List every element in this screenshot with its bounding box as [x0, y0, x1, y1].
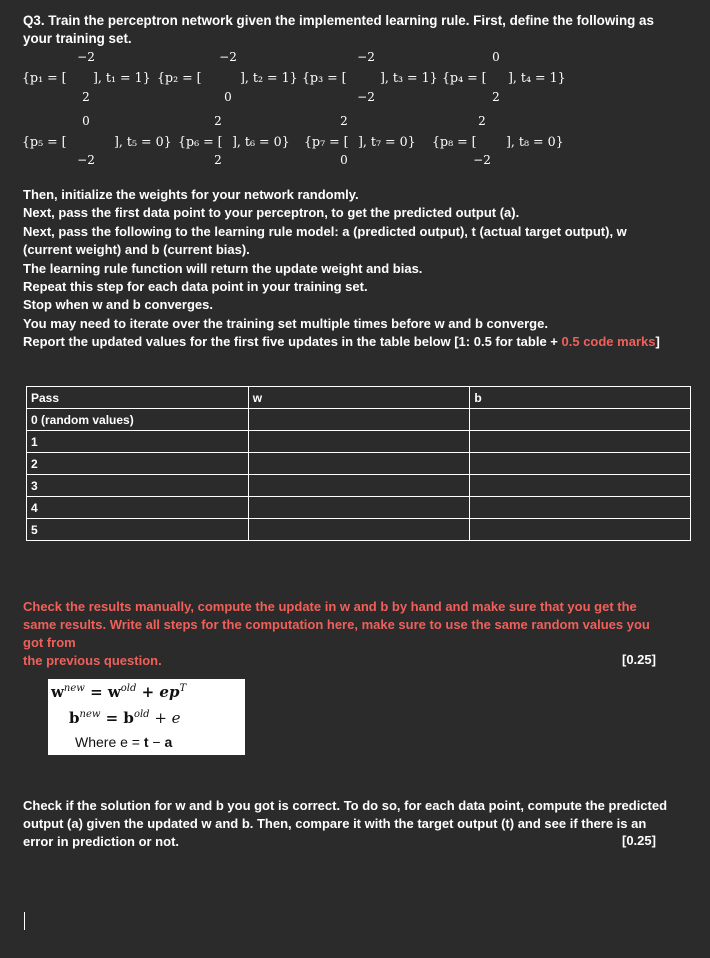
update-rule-formula	[48, 679, 245, 755]
pass-cell: 5	[27, 519, 249, 541]
p6-bottom: 2	[214, 153, 222, 167]
error-definition	[75, 734, 172, 750]
b-old-sup: old	[133, 709, 150, 720]
question-title	[23, 12, 683, 48]
where-t: t	[143, 734, 149, 750]
where-text: Where e =	[75, 734, 144, 750]
instruction-line: Then, initialize the weights for your network randomly.	[23, 187, 359, 202]
b-cell[interactable]	[470, 431, 691, 453]
p2-top: −2	[219, 50, 237, 64]
instruction-line: Next, pass the first data point to your perceptron, to get the predicted output (a).	[23, 205, 520, 221]
w-old-sup: old	[120, 683, 137, 694]
instruction-line: Repeat this step for each data point in your training set.	[23, 279, 368, 295]
header-w: w	[248, 387, 470, 409]
w-T-sup: T	[179, 683, 187, 694]
manual-check-line2: same results. Write all steps for the computation here, make sure to use the same random values you	[23, 617, 650, 632]
w-cell[interactable]	[248, 475, 470, 497]
w-cell[interactable]	[248, 497, 470, 519]
pass-cell: 4	[27, 497, 249, 519]
header-b: b	[470, 387, 691, 409]
p1-top: −2	[77, 50, 95, 64]
p3-bottom: −2	[357, 90, 375, 104]
instruction-line: You may need to iterate over the training set multiple times before w and b converge.	[23, 315, 548, 331]
p4-target: ], t₄ = 1}	[508, 70, 566, 85]
table-row	[27, 519, 691, 541]
instruction-line: Next, pass the following to the learning rule model: a (predicted output), t (actual target output), w	[23, 223, 627, 239]
weight-update-equation	[51, 683, 186, 701]
b-cell[interactable]	[470, 475, 691, 497]
p8-bottom: −2	[473, 153, 491, 167]
p3-target: ], t₃ = 1}	[380, 70, 438, 85]
b-new-sup: new	[79, 709, 101, 720]
manual-check-line3: got from	[23, 635, 76, 650]
p5-target: ], t₅ = 0}	[114, 134, 172, 149]
w-cell[interactable]	[248, 453, 470, 475]
p1-target: ], t₁ = 1}	[93, 70, 151, 85]
table-header-row	[27, 387, 691, 409]
p6-top: 2	[214, 114, 222, 128]
p2-target: ], t₂ = 1}	[240, 70, 298, 85]
instruction-line: Stop when w and b converges.	[23, 297, 213, 313]
w-cell[interactable]	[248, 409, 470, 431]
updates-table	[26, 386, 691, 541]
table-row	[27, 497, 691, 519]
instruction-line: (current weight) and b (current bias).	[23, 242, 250, 258]
w-eq-old: = w	[84, 683, 121, 701]
b-cell[interactable]	[470, 519, 691, 541]
p7-target: ], t₇ = 0}	[358, 134, 416, 149]
p3-label: {p₃ = [	[302, 70, 347, 85]
question-title-line1: Q3. Train the perceptron network given the implemented learning rule. First, define the following as	[23, 13, 654, 28]
p8-target: ], t₈ = 0}	[506, 134, 564, 149]
p1-bottom: 2	[82, 90, 90, 104]
p8-top: 2	[478, 114, 486, 128]
b-new-symbol: b	[69, 709, 80, 727]
bias-update-equation	[69, 709, 181, 727]
solution-check-line1: Check if the solution for w and b you got is correct. To do so, for each data point, compute the predicted	[23, 798, 668, 813]
p1-label: {p₁ = [	[22, 70, 67, 85]
table-row	[27, 431, 691, 453]
b-eq-e: + e	[149, 709, 181, 727]
p6-label: {p₆ = [	[178, 134, 223, 149]
instructions	[23, 186, 703, 352]
instruction-line: The learning rule function will return the update weight and bias.	[23, 260, 423, 276]
table-row	[27, 409, 691, 431]
table-row	[27, 453, 691, 475]
b-eq-old: = b	[100, 709, 134, 727]
p6-target: ], t₆ = 0}	[232, 134, 290, 149]
p8-label: {p₈ = [	[432, 134, 477, 149]
b-cell[interactable]	[470, 453, 691, 475]
solution-check-marks: [0.25]	[622, 833, 656, 848]
p7-bottom: 0	[340, 153, 348, 167]
pass-cell: 2	[27, 453, 249, 475]
table-row	[27, 475, 691, 497]
header-pass: Pass	[27, 387, 249, 409]
where-a: a	[164, 734, 173, 750]
w-eq-ep: + ep	[136, 683, 180, 701]
solution-check-instructions	[23, 797, 688, 851]
solution-check-line3: error in prediction or not.	[23, 834, 180, 849]
text-cursor[interactable]	[24, 912, 25, 930]
w-cell[interactable]	[248, 431, 470, 453]
p7-top: 2	[340, 114, 348, 128]
p2-bottom: 0	[224, 90, 232, 104]
b-cell[interactable]	[470, 497, 691, 519]
w-new-sup: new	[63, 683, 85, 694]
where-minus: −	[148, 734, 165, 750]
p2-label: {p₂ = [	[157, 70, 202, 85]
report-end: ]	[655, 334, 660, 350]
p7-label: {p₇ = [	[304, 134, 349, 149]
w-cell[interactable]	[248, 519, 470, 541]
solution-check-line2: output (a) given the updated w and b. Then, compare it with the target output (t) and see if there is an	[23, 816, 647, 831]
manual-check-line1: Check the results manually, compute the update in w and b by hand and make sure that you get the	[23, 599, 637, 614]
p4-top: 0	[492, 50, 500, 64]
b-cell[interactable]	[470, 409, 691, 431]
p5-bottom: −2	[77, 153, 95, 167]
p4-bottom: 2	[492, 90, 500, 104]
p4-label: {p₄ = [	[442, 70, 487, 85]
report-code-marks: 0.5 code marks	[561, 334, 656, 350]
report-text: Report the updated values for the first five updates in the table below [1: 0.5 for table +	[23, 334, 562, 350]
manual-check-instructions	[23, 598, 683, 670]
report-instruction	[23, 333, 703, 351]
pass-cell: 0 (random values)	[27, 409, 249, 431]
p5-label: {p₅ = [	[22, 134, 67, 149]
p3-top: −2	[357, 50, 375, 64]
p5-top: 0	[82, 114, 90, 128]
pass-cell: 3	[27, 475, 249, 497]
manual-check-line4: the previous question.	[23, 653, 162, 668]
question-title-line2: your training set.	[23, 31, 132, 46]
pass-cell: 1	[27, 431, 249, 453]
manual-check-marks: [0.25]	[622, 652, 656, 667]
w-new-symbol: w	[51, 683, 64, 701]
